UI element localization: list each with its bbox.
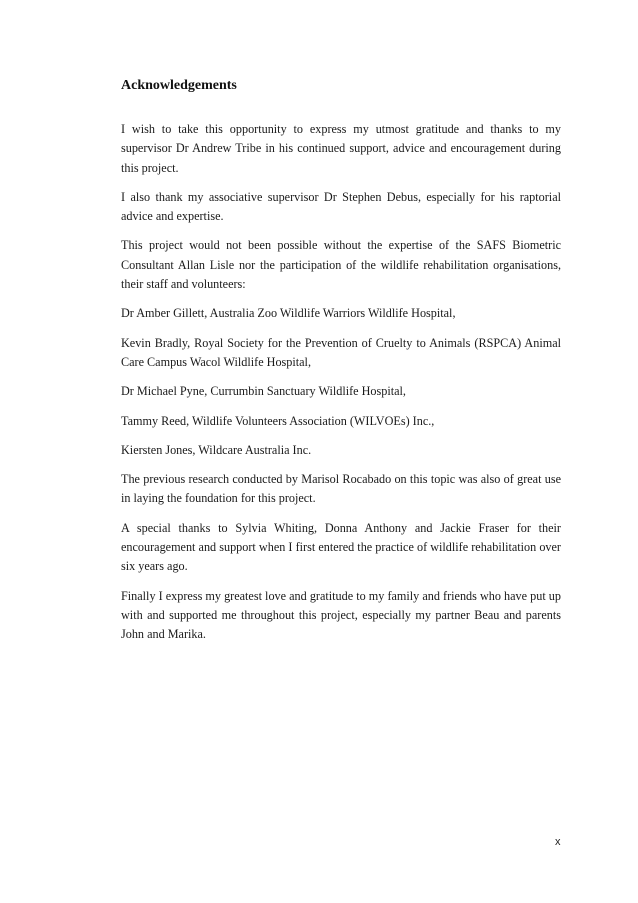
paragraph-expertise: This project would not been possible without the expertise of the SAFS Biometric Consultant Allan Lisle nor the participation of the wildlife rehabilitation organisations, their staff and volunteers: [121,238,561,292]
page-content [121,76,561,655]
paragraph-previous-research: The previous research conducted by Marisol Rocabado on this topic was also of great use in laying the foundation for this project. [121,472,561,506]
paragraph-contributor: Kevin Bradly, Royal Society for the Prevention of Cruelty to Animals (RSPCA) Animal Care Campus Wacol Wildlife Hospital, [121,335,561,369]
paragraph-contributor: Tammy Reed, Wildlife Volunteers Association (WILVOEs) Inc., [121,413,435,428]
page-number: x [555,836,561,848]
paragraph-special-thanks: A special thanks to Sylvia Whiting, Donna Anthony and Jackie Fraser for their encouragement and support when I first entered the practice of wildlife rehabilitation over six years ago. [121,520,561,574]
paragraph-contributor: Dr Michael Pyne, Currumbin Sanctuary Wildlife Hospital, [121,384,406,399]
paragraph-supervisor: I wish to take this opportunity to express my utmost gratitude and thanks to my supervisor Dr Andrew Tribe in his continued support, advice and encouragement during this project. [121,122,561,175]
page-heading: Acknowledgements [121,78,237,93]
paragraph-contributor: Dr Amber Gillett, Australia Zoo Wildlife Warriors Wildlife Hospital, [121,306,456,321]
paragraph-family: Finally I express my greatest love and gratitude to my family and friends who have put up with and supported me throughout this project, especially my partner Beau and parents John and Marika. [121,588,561,642]
paragraph-associate-supervisor: I also thank my associative supervisor Dr Stephen Debus, especially for his raptorial advice and expertise. [121,189,561,224]
paragraph-contributor: Kiersten Jones, Wildcare Australia Inc. [121,442,312,457]
